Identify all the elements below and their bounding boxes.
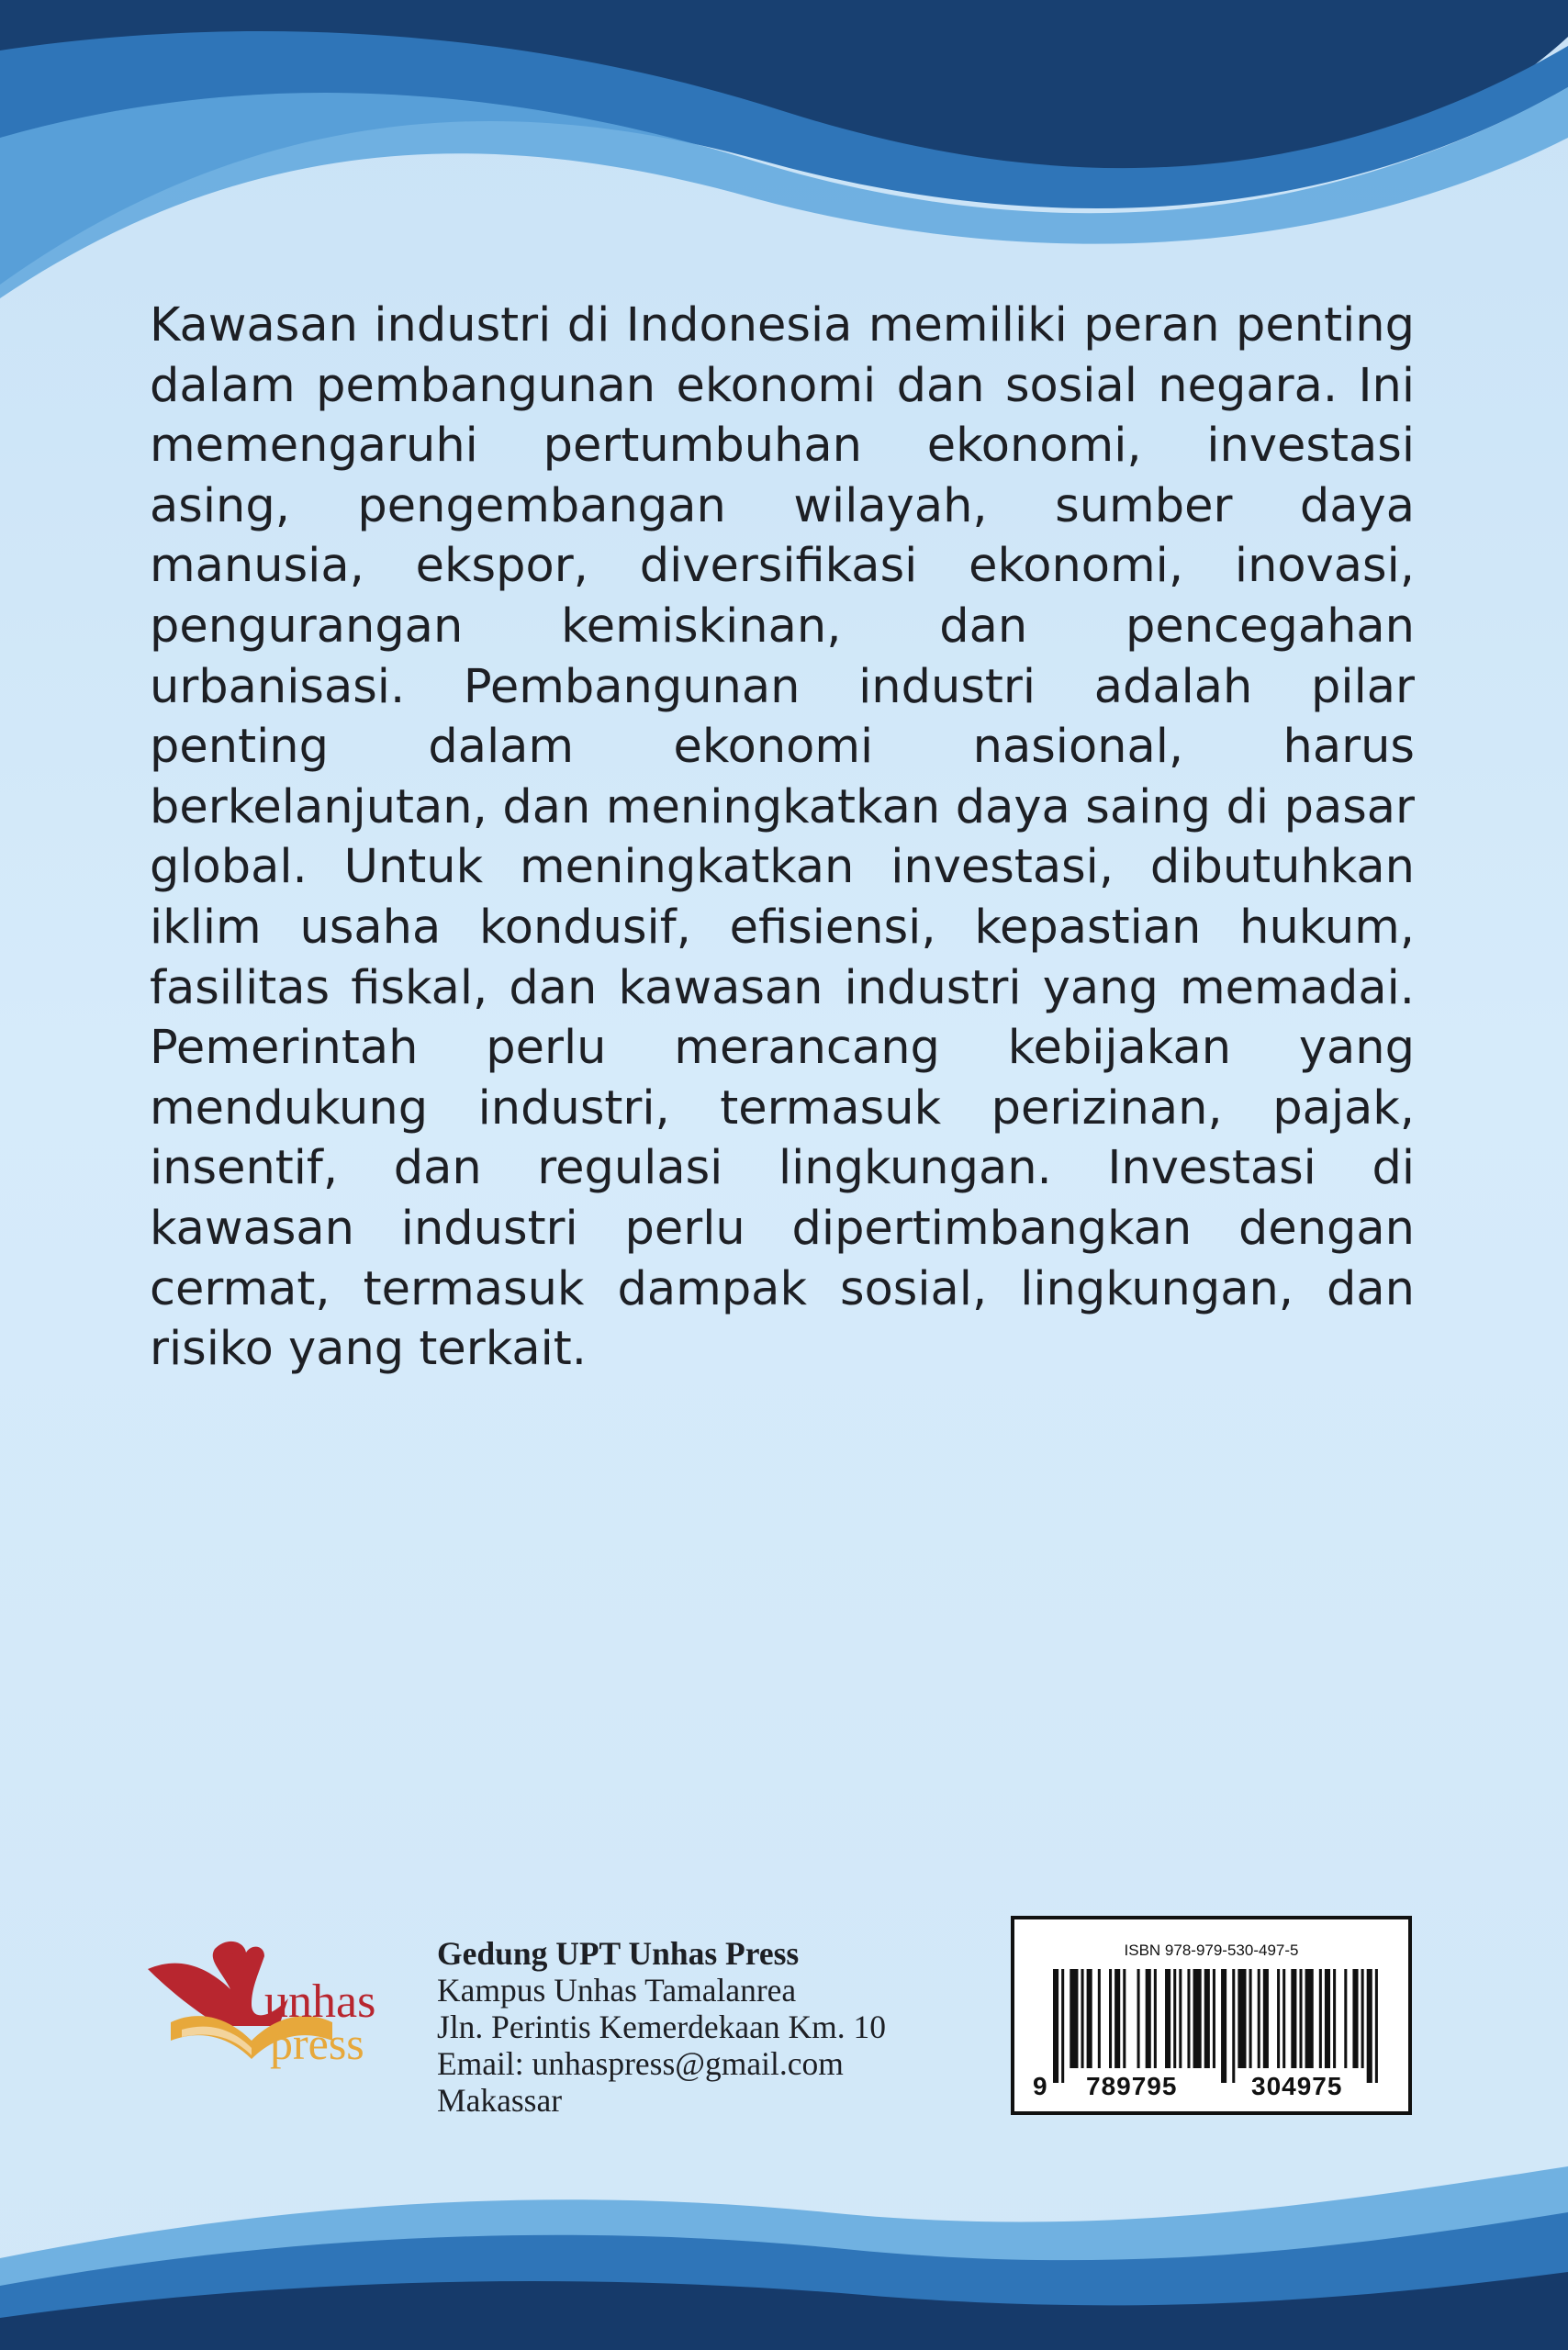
barcode-bar	[1137, 1969, 1140, 2068]
barcode-bar	[1258, 1969, 1260, 2068]
barcode-bar	[1291, 1969, 1296, 2068]
barcode-bar	[1344, 1969, 1347, 2068]
barcode-bar	[1333, 1969, 1336, 2068]
barcode-bar	[1146, 1969, 1151, 2068]
barcode-bar	[1375, 1969, 1378, 2083]
barcode-bar	[1154, 1969, 1157, 2068]
barcode-bar	[1305, 1969, 1314, 2068]
publisher-email: Email: unhaspress@gmail.com	[437, 2045, 844, 2082]
cover-blurb-text: Kawasan industri di Indonesia memiliki peran penting dalam pembangunan ekonomi dan sosial negara. Ini memengaruhi pertumbuhan ekonomi, investasi asing, pengembangan wilayah, sumber daya manusia, ekspor, diversifikasi ekonomi, inovasi, pengurangan kemiskinan, dan pencegahan urbanisasi. Pembangunan industri adalah pilar penting dalam ekonomi nasional, harus berkelanjutan, dan meningkatkan daya saing di pasar global. Untuk meningkatkan investasi, dibutuhkan iklim usaha kondusif, efisiensi, kepastian hukum, fasilitas fiskal, dan kawasan industri yang memadai. Pemerintah perlu merancang kebijakan yang mendukung industri, termasuk perizinan, pajak, insentif, dan regulasi lingkungan. Investasi di kawasan industri perlu dipertimbangkan dengan cermat, termasuk dampak sosial, lingkungan, dan risiko yang terkait.	[150, 298, 1415, 1377]
publisher-name: Gedung UPT Unhas Press	[437, 1935, 800, 1972]
barcode-bar	[1114, 1969, 1120, 2068]
barcode-bar	[1053, 1969, 1058, 2083]
barcode-bar	[1352, 1969, 1358, 2068]
barcode-bar	[1361, 1969, 1364, 2068]
barcode-bar	[1299, 1969, 1302, 2068]
barcode-bar	[1165, 1969, 1170, 2068]
barcode-bar	[1070, 1969, 1078, 2068]
barcode-bar	[1367, 1969, 1372, 2083]
barcode-bar	[1187, 1969, 1190, 2068]
barcode-bar	[1193, 1969, 1202, 2068]
barcode-bar	[1221, 1969, 1226, 2083]
barcode-bar	[1061, 1969, 1064, 2083]
logo-text-press: press	[270, 2018, 364, 2069]
barcode-bar	[1098, 1969, 1101, 2068]
publisher-city: Makassar	[437, 2082, 563, 2119]
barcode-bar	[1109, 1969, 1112, 2068]
barcode-digits-left: 789795	[1086, 2072, 1178, 2100]
barcode-bar	[1232, 1969, 1235, 2083]
isbn-barcode	[1011, 1916, 1412, 2115]
barcode-bar	[1179, 1969, 1182, 2068]
barcode-bar	[1325, 1969, 1330, 2068]
barcode-bar	[1319, 1969, 1322, 2068]
barcode-digits-right: 304975	[1251, 2072, 1343, 2100]
barcode-bars	[1053, 1969, 1383, 2083]
barcode-bar	[1087, 1969, 1092, 2068]
logo-text-unhas: unhas	[264, 1975, 376, 2028]
publisher-address-line: Jln. Perintis Kemerdekaan Km. 10	[437, 2009, 887, 2045]
isbn-label: ISBN 978-979-530-497-5	[1124, 1942, 1299, 1959]
unhas-press-logo	[143, 1932, 409, 2088]
publisher-address-line: Kampus Unhas Tamalanrea	[437, 1972, 797, 2009]
barcode-bar	[1123, 1969, 1126, 2068]
barcode-bar	[1204, 1969, 1210, 2068]
barcode-bar	[1213, 1969, 1215, 2068]
barcode-bar	[1277, 1969, 1280, 2068]
barcode-bar	[1249, 1969, 1252, 2068]
publisher-info	[437, 1935, 988, 2119]
bottom-wave-decoration	[0, 2148, 1568, 2350]
barcode-bar	[1263, 1969, 1269, 2068]
barcode-bar	[1173, 1969, 1176, 2068]
barcode-digit-first: 9	[1033, 2072, 1048, 2100]
barcode-bar	[1081, 1969, 1084, 2068]
barcode-bar	[1238, 1969, 1246, 2068]
barcode-bar	[1282, 1969, 1285, 2068]
top-wave-decoration	[0, 0, 1568, 303]
